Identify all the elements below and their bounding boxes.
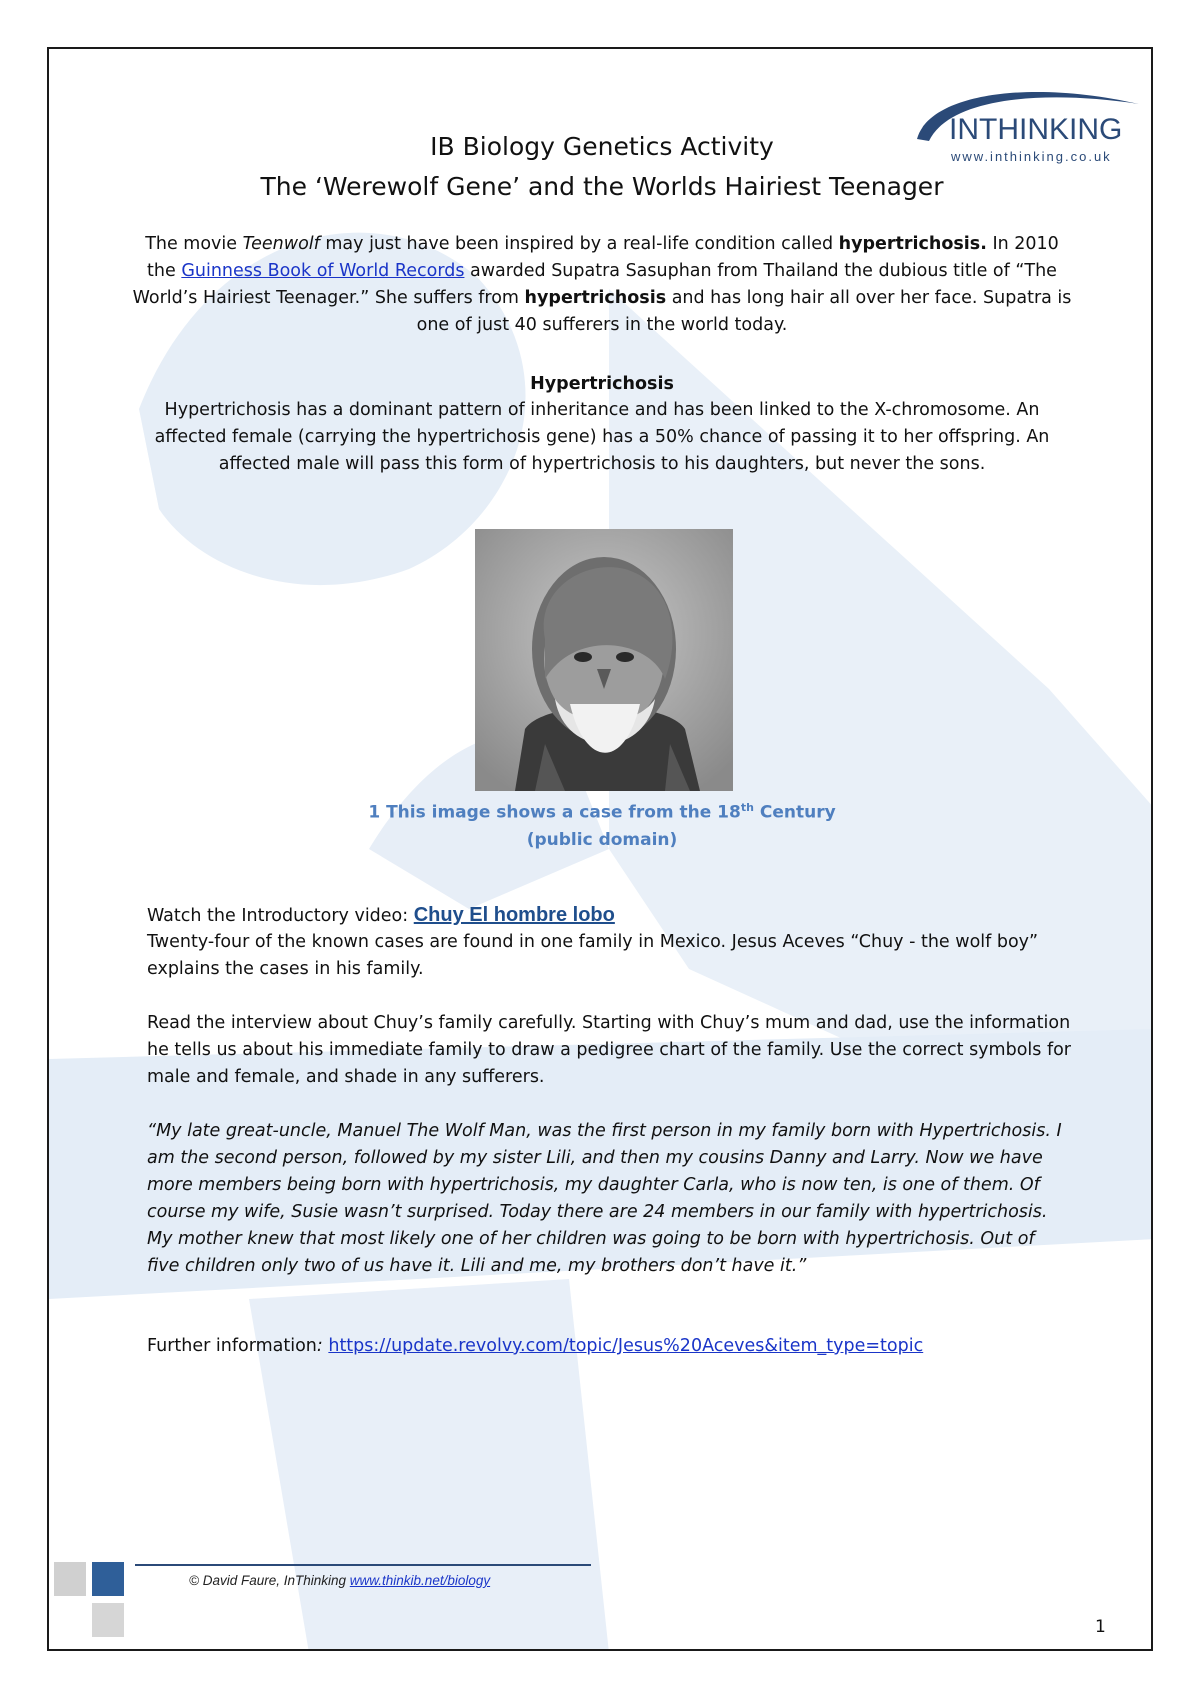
footer-decoration-square	[92, 1562, 124, 1596]
footer-divider	[135, 1564, 591, 1566]
logo-text: INTHINKING	[949, 113, 1123, 146]
intro-text: In 2010 the	[147, 234, 1059, 281]
watch-label: Watch the Introductory video:	[147, 906, 414, 926]
term-hypertrichosis: hypertrichosis.	[838, 234, 987, 254]
intro-text: The movie	[145, 234, 243, 254]
section-heading-hypertrichosis: Hypertrichosis	[530, 374, 674, 394]
further-label: Further information	[147, 1336, 317, 1356]
page	[47, 47, 1153, 1651]
further-information	[147, 1333, 1087, 1360]
intro-paragraph	[131, 231, 1073, 339]
footer-copyright	[189, 1573, 490, 1588]
intro-text: and has long hair all over her face. Supatra is one of just 40 sufferers in the world today.	[416, 288, 1072, 335]
video-link[interactable]: Chuy El hombre lobo	[413, 904, 615, 926]
footer-decoration-square	[54, 1562, 86, 1596]
watch-video-line	[147, 902, 1087, 930]
thinkib-link[interactable]: www.thinkib.net/biology	[349, 1573, 491, 1588]
interview-quote: “My late great-uncle, Manuel The Wolf Man, was the first person in my family born with Hypertrichosis. I am the second person, followed by my sister Lili, and then my cousins Danny and Larry. Now we have more members being born with hypertrichosis, my daughter Carla, who is now ten, is one of them. Of course my wife, Susie wasn’t surprised. Today there are 24 members in our family with hypertrichosis. My mother knew that most likely one of her children was going to be born with hypertrichosis. Out of five children only two of us have it. Lili and me, my brothers don’t have it.”	[147, 1121, 1062, 1276]
logo-url: www.inthinking.co.uk	[951, 149, 1112, 164]
family-cases-paragraph: Twenty-four of the known cases are found in one family in Mexico. Jesus Aceves “Chuy - the wolf boy” explains the cases in his family.	[147, 932, 1039, 979]
page-title: IB Biology Genetics Activity	[430, 132, 774, 161]
instructions-paragraph: Read the interview about Chuy’s family carefully. Starting with Chuy’s mum and dad, use the information he tells us about his immediate family to draw a pedigree chart of the family. Use the correct symbols for male and female, and shade in any sufferers.	[147, 1013, 1072, 1087]
photo-image	[475, 529, 733, 791]
revolvy-link[interactable]: https://update.revolvy.com/topic/Jesus%20Aceves&item_type=topic	[328, 1336, 924, 1356]
page-number: 1	[1095, 1617, 1106, 1637]
movie-title: Teenwolf	[242, 234, 320, 254]
intro-text: awarded Supatra Sasuphan from Thailand the dubious title of “The World’s Hairiest Teenager.” She suffers from	[132, 261, 1057, 308]
intro-text: may just have been inspired by a real-life condition called	[319, 234, 839, 254]
guinness-link[interactable]: Guinness Book of World Records	[181, 261, 465, 281]
further-colon: :	[316, 1336, 323, 1356]
copyright-text: © David Faure, InThinking	[189, 1573, 350, 1588]
photo-caption	[131, 794, 1073, 854]
caption-superscript: th	[740, 801, 754, 814]
hypertrichosis-paragraph: Hypertrichosis has a dominant pattern of inheritance and has been linked to the X-chromosome. An affected female (carrying the hypertrichosis gene) has a 50% chance of passing it to her offspring. An affected male will pass this form of hypertrichosis to his daughters, but never the sons.	[154, 400, 1050, 474]
term-hypertrichosis: hypertrichosis	[524, 288, 667, 308]
caption-credit: (public domain)	[526, 829, 678, 850]
footer-decoration-square	[92, 1603, 124, 1637]
caption-text: 1 This image shows a case from the 18	[368, 802, 741, 823]
page-subtitle: The ‘Werewolf Gene’ and the Worlds Hairiest Teenager	[260, 172, 944, 201]
caption-text: Century	[753, 802, 836, 823]
historical-photo	[475, 529, 733, 791]
